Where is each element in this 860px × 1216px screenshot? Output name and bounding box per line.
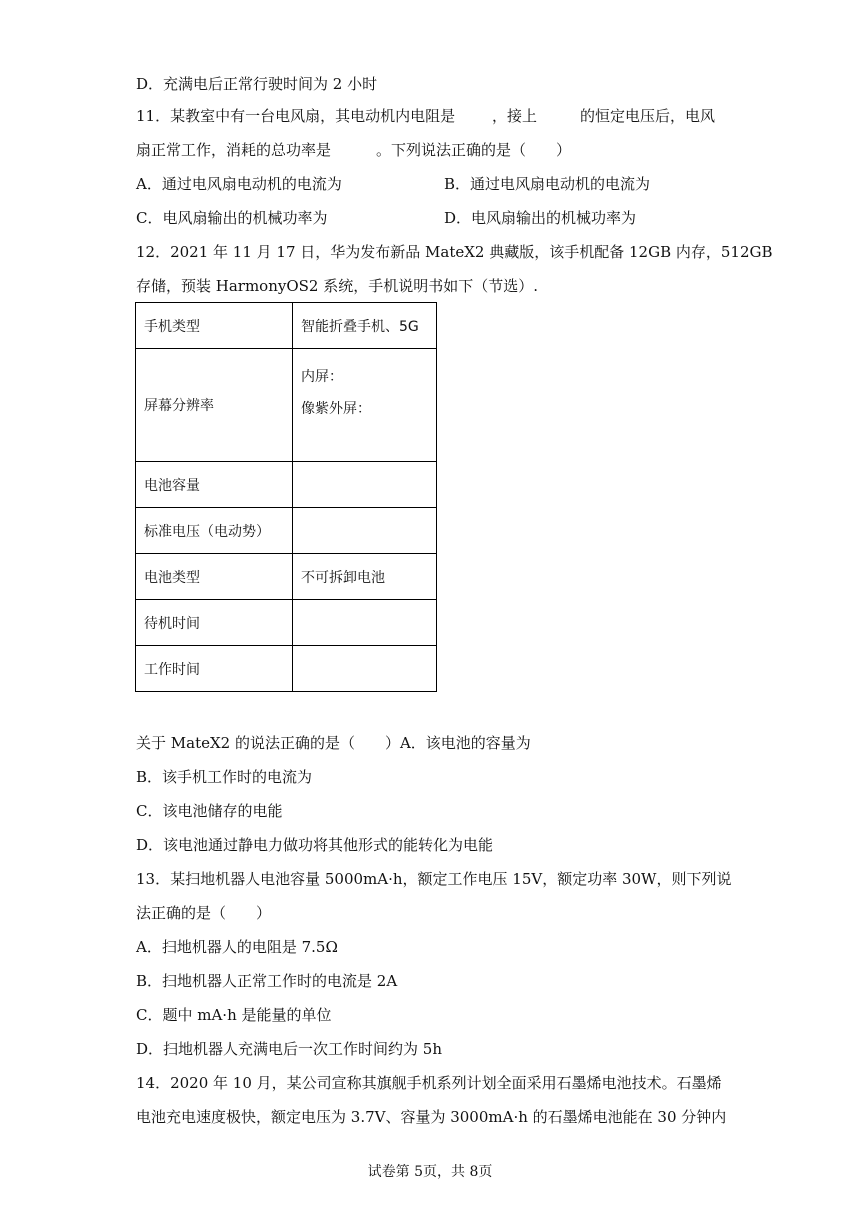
q10-option-d: D．充满电后正常行驶时间为 2 小时 [136, 75, 378, 93]
table-row [136, 508, 437, 554]
q11-stem-part3: 的恒定电压后，电风 [580, 107, 716, 125]
spec-value-resolution [293, 349, 437, 462]
q13-stem-line2: 法正确的是（ ） [136, 904, 272, 922]
spec-value-standard-voltage [293, 508, 437, 554]
spec-key-working-time: 工作时间 [136, 646, 293, 692]
q12-option-c: C．该电池储存的电能 [136, 802, 283, 820]
spec-value-battery-type: 不可拆卸电池 [293, 554, 437, 600]
page-footer: 试卷第 5页，共 8页 [367, 1164, 493, 1180]
spec-key-standard-voltage: 标准电压（电动势） [136, 508, 293, 554]
spec-value-battery-capacity [293, 462, 437, 508]
spec-key-phone-type: 手机类型 [136, 303, 293, 349]
resolution-inner-screen: 内屏： [301, 369, 343, 385]
q11-stem-part1: 11．某教室中有一台电风扇，其电动机内电阻是 [136, 107, 456, 125]
spec-value-standby-time [293, 600, 437, 646]
q13-option-d: D．扫地机器人充满电后一次工作时间约为 5h [136, 1040, 443, 1058]
spec-value-phone-type: 智能折叠手机、5G [293, 303, 437, 349]
phone-spec-table [135, 302, 437, 692]
q14-stem-line2: 电池充电速度极快，额定电压为 3.7V、容量为 3000mA·h 的石墨烯电池能在 30 分钟内 [136, 1108, 727, 1126]
q11-option-b: B．通过电风扇电动机的电流为 [444, 175, 651, 193]
table-row [136, 554, 437, 600]
q12-option-b: B．该手机工作时的电流为 [136, 768, 313, 786]
q12-stem-line1: 12．2021 年 11 月 17 日，华为发布新品 MateX2 典藏版，该手机配备 12GB 内存，512GB [136, 243, 773, 261]
q14-stem-line1: 14．2020 年 10 月，某公司宣称其旗舰手机系列计划全面采用石墨烯电池技术。石墨烯 [136, 1074, 722, 1092]
q12-stem-line2: 存储，预装 HarmonyOS2 系统，手机说明书如下（节选）. [136, 277, 539, 295]
q12-option-d: D．该电池通过静电力做功将其他形式的能转化为电能 [136, 836, 494, 854]
q11-option-c: C．电风扇输出的机械功率为 [136, 209, 328, 227]
resolution-outer-screen: 像紫外屏： [301, 401, 371, 417]
spec-value-working-time [293, 646, 437, 692]
table-row [136, 600, 437, 646]
table-row [136, 349, 437, 462]
q12-question: 关于 MateX2 的说法正确的是（ ）A．该电池的容量为 [136, 734, 531, 752]
q11-stem-part5: 。下列说法正确的是（ ） [376, 141, 572, 159]
q11-option-d: D．电风扇输出的机械功率为 [444, 209, 637, 227]
q13-option-a: A．扫地机器人的电阻是 7.5Ω [136, 938, 338, 956]
spec-key-battery-capacity: 电池容量 [136, 462, 293, 508]
q13-option-b: B．扫地机器人正常工作时的电流是 2A [136, 972, 398, 990]
spec-key-standby-time: 待机时间 [136, 600, 293, 646]
table-row [136, 462, 437, 508]
q11-stem-part4: 扇正常工作，消耗的总功率是 [136, 141, 332, 159]
spec-key-resolution: 屏幕分辨率 [136, 349, 293, 462]
q11-stem-part2: ，接上 [492, 107, 538, 125]
table-row [136, 646, 437, 692]
q11-option-a: A．通过电风扇电动机的电流为 [136, 175, 342, 193]
q13-option-c: C．题中 mA·h 是能量的单位 [136, 1006, 332, 1024]
q13-stem-line1: 13．某扫地机器人电池容量 5000mA·h，额定工作电压 15V，额定功率 30W，则下列说 [136, 870, 732, 888]
spec-key-battery-type: 电池类型 [136, 554, 293, 600]
table-row [136, 303, 437, 349]
